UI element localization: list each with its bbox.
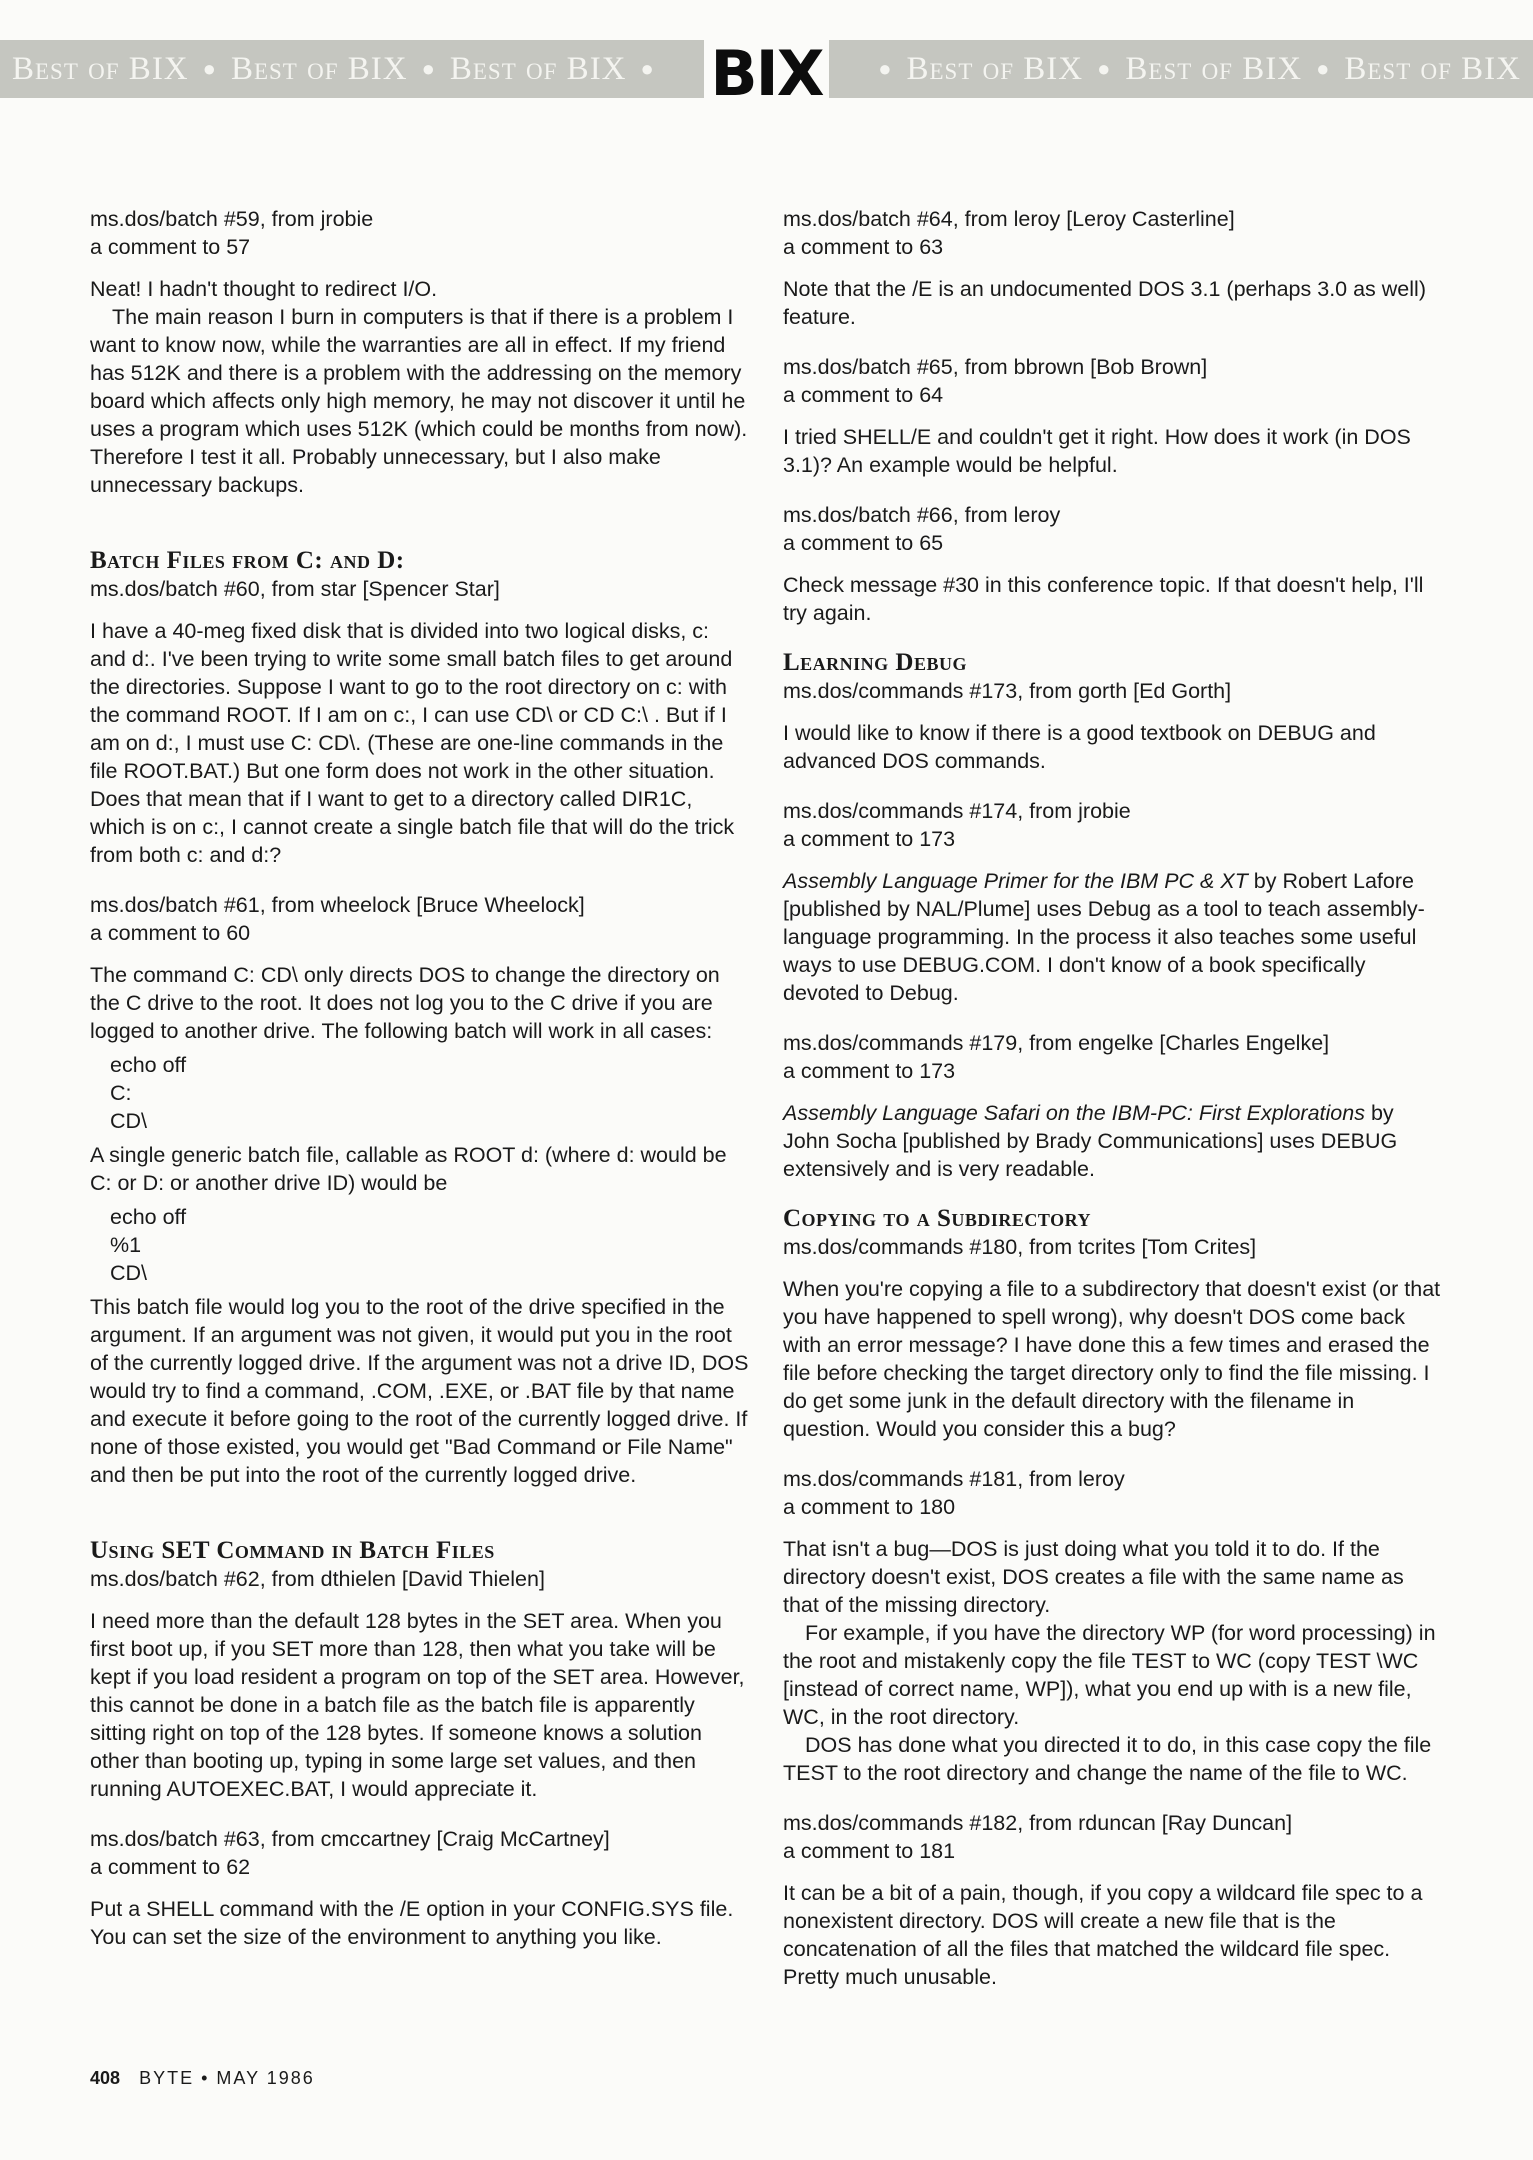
magazine-name: BYTE [139, 2068, 195, 2088]
section-heading: Copying to a Subdirectory [783, 1205, 1091, 1232]
bullet-icon: ● [878, 56, 893, 81]
message-65 [783, 353, 1443, 479]
message-body: I have a 40-meg fixed disk that is divided into two logical disks, c: and d:. I've been trying to write some small batch files to get around the directories. Suppose I want to go to the root directory on c: with the command ROOT. If I am on c:, I can use CD\ or CD C:\ . But if I am on d:, I must use C: CD\. (These are one-line commands in the file ROOT.BAT.) But one form does not work in the other situation. Does that mean that if I want to get to a directory called DIR1C, which is on c:, I cannot create a single batch file that will do the trick from both c: and d:? [90, 619, 735, 867]
message-body [783, 867, 1443, 1007]
message-59 [90, 205, 750, 499]
book-title: Assembly Language Primer for the IBM PC & XT [783, 869, 1248, 893]
message-body: DOS has done what you directed it to do, in this case copy the file TEST to the root directory and change the name of the file to WC. [783, 1733, 1432, 1785]
message-header: ms.dos/batch #60, from star [Spencer Star] [90, 577, 500, 601]
message-body: That isn't a bug—DOS is just doing what you told it to do. If the directory doesn't exist, DOS creates a file with the same name as that of the missing directory. [783, 1537, 1404, 1617]
bullet-icon: ● [421, 56, 436, 81]
message-header: ms.dos/batch #62, from dthielen [David Thielen] [90, 1567, 545, 1591]
message-header: ms.dos/commands #179, from engelke [Charles Engelke] [783, 1031, 1330, 1055]
message-66 [783, 501, 1443, 627]
message-body: When you're copying a file to a subdirectory that doesn't exist (or that you have happened to spell wrong), why doesn't DOS come back with an error message? I have done this a few times and erased the file before checking the target directory only to find the file missing. I do get some junk in the default directory with the filename in question. Would you consider this a bug? [783, 1277, 1441, 1441]
message-header: ms.dos/commands #182, from rduncan [Ray Duncan] [783, 1811, 1293, 1835]
code-block [90, 1203, 750, 1287]
message-header: ms.dos/commands #174, from jrobie [783, 799, 1131, 823]
message-179 [783, 1029, 1443, 1183]
message-header: ms.dos/batch #63, from cmccartney [Craig McCartney] [90, 1827, 610, 1851]
left-column [90, 205, 750, 1973]
message-64 [783, 205, 1443, 331]
message-header: ms.dos/batch #59, from jrobie [90, 207, 374, 231]
page-number: 408 [90, 2068, 121, 2088]
code-line: C: [110, 1081, 132, 1105]
section-copying-subdirectory [783, 1205, 1443, 1443]
page-footer [90, 2068, 315, 2089]
code-line: echo off [110, 1053, 187, 1077]
bullet-icon: ● [1316, 56, 1331, 81]
message-text: by John Socha [published by Brady Communications] uses DEBUG extensively and is very readable. [783, 1101, 1398, 1181]
message-body: This batch file would log you to the root of the drive specified in the argument. If an argument was not given, it would put you in the root of the currently logged drive. If the argument was not a drive ID, DOS would try to find a command, .COM, .EXE, or .BAT file by that name and execute it before going to the root of the currently logged drive. If none of those existed, you would get "Bad Command or File Name" and then be put into the root of the currently logged drive. [90, 1295, 749, 1487]
banner-left [0, 51, 704, 88]
banner-text: Best of BIX [12, 50, 189, 87]
book-title: Assembly Language Safari on the IBM-PC: First Explorations [783, 1101, 1365, 1125]
banner-text: Best of BIX [449, 50, 627, 87]
message-body: It can be a bit of a pain, though, if you copy a wildcard file spec to a nonexistent directory. DOS will create a new file that is the concatenation of all the files that matched the wildcard file spec. Pretty much unusable. [783, 1881, 1423, 1989]
message-header: ms.dos/batch #65, from bbrown [Bob Brown] [783, 355, 1208, 379]
message-body: Neat! I hadn't thought to redirect I/O. [90, 277, 438, 301]
section-batch-files [90, 547, 750, 869]
section-heading: Batch Files from C: and D: [90, 547, 405, 574]
code-line: CD\ [110, 1261, 148, 1285]
bullet-icon: ● [1097, 56, 1112, 81]
message-header: ms.dos/batch #61, from wheelock [Bruce Wheelock] [90, 893, 585, 917]
banner-right [829, 51, 1533, 88]
section-heading: Learning Debug [783, 649, 967, 676]
message-181 [783, 1465, 1443, 1787]
message-body: The main reason I burn in computers is that if there is a problem I want to know now, while the warranties are all in effect. If my friend has 512K and there is a problem with the addressing on the memory board which affects only high memory, he may not discover it until he uses a program which uses 512K (which could be months from now). Therefore I test it all. Probably unnecessary, but I also make unnecessary backups. [90, 305, 748, 497]
message-comment-ref: a comment to 181 [783, 1839, 956, 1863]
message-header: ms.dos/commands #173, from gorth [Ed Gorth] [783, 679, 1232, 703]
banner-text: Best of BIX [906, 50, 1084, 87]
bix-logo: BIX [704, 39, 829, 107]
code-block [90, 1051, 750, 1135]
message-comment-ref: a comment to 64 [783, 383, 944, 407]
message-body: A single generic batch file, callable as ROOT d: (where d: would be C: or D: or another drive ID) would be [90, 1143, 727, 1195]
message-61 [90, 891, 750, 1489]
message-comment-ref: a comment to 65 [783, 531, 944, 555]
section-heading: Using SET Command in Batch Files [90, 1537, 495, 1564]
message-body: The command C: CD\ only directs DOS to change the directory on the C drive to the root. It does not log you to the C drive if you are logged to another drive. The following batch will work in all cases: [90, 963, 720, 1043]
bullet-icon: ● [202, 56, 217, 81]
message-comment-ref: a comment to 62 [90, 1855, 251, 1879]
message-comment-ref: a comment to 60 [90, 921, 251, 945]
header-banner [0, 36, 1533, 110]
footer-separator: • [201, 2068, 210, 2088]
banner-text: Best of BIX [1125, 50, 1303, 87]
message-body: For example, if you have the directory WP (for word processing) in the root and mistakenly copy the file TEST to WC (copy TEST \WC [instead of correct name, WP]), what you end up with is a new file, WC, in the root directory. [783, 1621, 1436, 1729]
message-body: I would like to know if there is a good textbook on DEBUG and advanced DOS commands. [783, 721, 1376, 773]
message-header: ms.dos/commands #181, from leroy [783, 1467, 1125, 1491]
message-comment-ref: a comment to 173 [783, 827, 956, 851]
section-learning-debug [783, 649, 1443, 775]
message-body [783, 1099, 1443, 1183]
bullet-icon: ● [640, 56, 655, 81]
message-comment-ref: a comment to 180 [783, 1495, 956, 1519]
message-174 [783, 797, 1443, 1007]
issue-date: MAY 1986 [216, 2068, 315, 2088]
right-column [783, 205, 1443, 2013]
message-body: I tried SHELL/E and couldn't get it right. How does it work (in DOS 3.1)? An example would be helpful. [783, 425, 1411, 477]
message-comment-ref: a comment to 57 [90, 235, 251, 259]
message-body: Put a SHELL command with the /E option in your CONFIG.SYS file. You can set the size of the environment to anything you like. [90, 1897, 734, 1949]
code-line: %1 [110, 1233, 142, 1257]
message-body: I need more than the default 128 bytes in the SET area. When you first boot up, if you SET more than 128, then what you take will be kept if you load resident a program on top of the SET area. However, this cannot be done in a batch file as the batch file is apparently sitting right on top of the 128 bytes. If someone knows a solution other than booting up, typing in some large set values, and then running AUTOEXEC.BAT, I would appreciate it. [90, 1609, 745, 1801]
message-63 [90, 1825, 750, 1951]
code-line: echo off [110, 1205, 187, 1229]
section-set-command [90, 1537, 750, 1803]
message-body: Note that the /E is an undocumented DOS 3.1 (perhaps 3.0 as well) feature. [783, 277, 1426, 329]
message-header: ms.dos/batch #64, from leroy [Leroy Casterline] [783, 207, 1235, 231]
banner-text: Best of BIX [230, 50, 408, 87]
message-comment-ref: a comment to 173 [783, 1059, 956, 1083]
message-body: Check message #30 in this conference topic. If that doesn't help, I'll try again. [783, 573, 1424, 625]
message-header: ms.dos/commands #180, from tcrites [Tom Crites] [783, 1235, 1257, 1259]
message-header: ms.dos/batch #66, from leroy [783, 503, 1061, 527]
banner-text: Best of BIX [1344, 50, 1521, 87]
message-182 [783, 1809, 1443, 1991]
message-comment-ref: a comment to 63 [783, 235, 944, 259]
code-line: CD\ [110, 1109, 148, 1133]
message-text: by Robert Lafore [published by NAL/Plume] uses Debug as a tool to teach assembly-language programming. In the process it also teaches some useful ways to use DEBUG.COM. I don't know of a book specifically devoted to Debug. [783, 869, 1425, 1005]
